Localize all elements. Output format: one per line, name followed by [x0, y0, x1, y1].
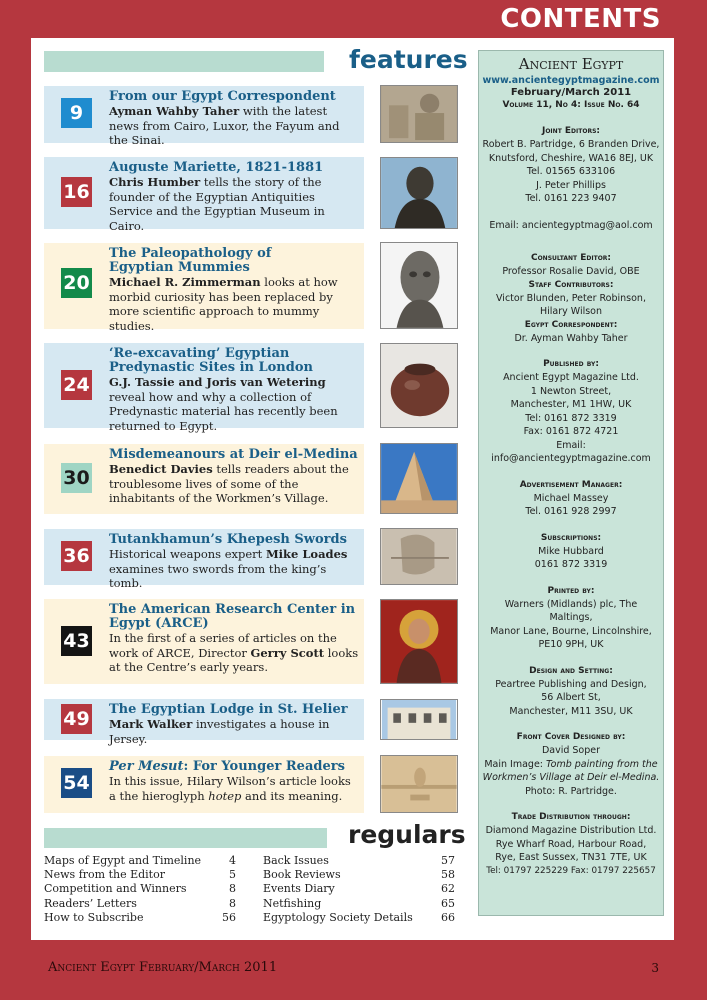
page-number-badge: 43: [61, 626, 92, 656]
feature-title: The Egyptian Lodge in St. Helier: [109, 702, 348, 717]
sidebar-line: Manor Lane, Bourne, Lincolnshire,: [490, 625, 652, 637]
sidebar-line: Tel. 0161 928 2997: [525, 506, 617, 517]
printed-heading: Printed by:: [547, 585, 595, 596]
sidebar-line: Tel: 01797 225229 Fax: 01797 225657: [486, 865, 656, 876]
footer-page-number: 3: [651, 961, 659, 975]
trade-heading: Trade Distribution through:: [511, 812, 631, 822]
sidebar-line: Rye, East Sussex, TN31 7TE, UK: [495, 852, 647, 863]
page-number-badge: 36: [61, 541, 92, 571]
sidebar-line: 0161 872 3319: [534, 559, 608, 570]
regular-item[interactable]: Back Issues 57: [263, 854, 455, 867]
feature-title: The American Research Center in Egypt (ARCE): [109, 602, 356, 631]
feature-description: Chris Humber tells the story of the founder of the Egyptian Antiquities Service and the Egyptian Museum in Cairo.: [109, 175, 325, 233]
correspondent-heading: Egypt Correspondent:: [524, 319, 618, 330]
feature-item-54[interactable]: [44, 756, 364, 813]
sidebar-line: Maltings,: [549, 612, 593, 623]
feature-description: In the first of a series of articles on the work of ARCE, Director Gerry Scott looks at the Centre’s early years.: [109, 631, 359, 674]
regulars-bar: [44, 828, 327, 848]
page-number-badge: 20: [61, 268, 92, 298]
sidebar-line: Michael Massey: [533, 492, 609, 504]
feature-item-30[interactable]: [44, 444, 364, 514]
sidebar-line: Manchester, M11 3SU, UK: [509, 705, 633, 717]
feature-title: Per Mesut: For Younger Readers: [109, 759, 345, 774]
pot-icon: [380, 343, 458, 428]
sidebar-line: Manchester, M1 1HW, UK: [510, 399, 632, 410]
sidebar-line: Photo: R. Partridge.: [525, 785, 617, 797]
sidebar-line: 1 Newton Street,: [530, 385, 612, 397]
staff-heading: Staff Contributors:: [528, 279, 614, 290]
cover-main-image: Main Image: Tomb painting from the Workmen’s Village at Deir el-Medina.: [482, 758, 660, 783]
sidebar-line: Tel: 0161 872 3319: [525, 412, 617, 424]
sidebar-line: Professor Rosalie David, OBE: [502, 266, 640, 277]
magazine-name: Ancient Egypt: [518, 55, 624, 73]
sidebar-line: David Soper: [541, 745, 601, 756]
regular-item[interactable]: Book Reviews 58: [263, 868, 455, 882]
consultant-heading: Consultant Editor:: [530, 253, 612, 263]
feature-description: Historical weapons expert Mike Loades examines two swords from the king’s tomb.: [109, 547, 348, 590]
issue-number: Volume 11, No 4: Issue No. 64: [502, 100, 640, 110]
masthead-sidebar: [478, 50, 664, 916]
feature-title: Auguste Mariette, 1821-1881: [109, 160, 324, 175]
editor-email[interactable]: Email: ancientegyptmag@aol.com: [489, 219, 653, 231]
publisher-email[interactable]: info@ancientegyptmagazine.com: [491, 453, 651, 464]
regulars-list-right: [263, 854, 455, 925]
page-number-badge: 24: [61, 370, 92, 400]
feature-item-24[interactable]: [44, 343, 364, 433]
features-heading: features: [349, 45, 468, 74]
icon-painting-icon: [380, 599, 458, 684]
page-number-badge: 49: [61, 704, 92, 734]
footer-masthead: Ancient Egypt February/March 2011: [48, 960, 278, 975]
feature-title: From our Egypt Correspondent: [109, 89, 336, 104]
sidebar-line: J. Peter Phillips: [536, 179, 606, 191]
feature-item-36[interactable]: [44, 529, 364, 590]
joint-editors-heading: Joint Editors:: [541, 126, 601, 136]
published-heading: Published by:: [543, 359, 599, 369]
feature-item-20[interactable]: [44, 243, 364, 333]
design-heading: Design and Setting:: [529, 665, 613, 676]
sidebar-line: Hilary Wilson: [539, 306, 603, 317]
website-link[interactable]: www.ancientegyptmagazine.com: [482, 75, 660, 86]
sidebar-line: Knutsford, Cheshire, WA16 8EJ, UK: [488, 152, 654, 164]
feature-item-43[interactable]: [44, 599, 364, 684]
building-icon: [380, 699, 458, 740]
feature-title: The Paleopathology of Egyptian Mummies: [109, 246, 272, 275]
sidebar-line: Tel. 0161 223 9407: [525, 193, 617, 204]
feature-description: Benedict Davies tells readers about the troublesome lives of some of the inhabitants of the Workmen’s Village.: [109, 462, 349, 505]
issue-date: February/March 2011: [510, 87, 632, 98]
feature-title: Tutankhamun’s Khepesh Swords: [109, 532, 347, 547]
sidebar-line: Mike Hubbard: [538, 545, 604, 557]
mummy-icon: [380, 242, 458, 329]
regular-item[interactable]: Egyptology Society Details 66: [263, 910, 455, 924]
sidebar-line: Diamond Magazine Distribution Ltd.: [485, 825, 657, 836]
sidebar-line: Email:: [556, 439, 586, 451]
regulars-heading: regulars: [348, 820, 466, 849]
sidebar-line: Victor Blunden, Peter Robinson,: [496, 292, 646, 304]
feature-description: Ayman Wahby Taher with the latest news from Cairo, Luxor, the Fayum and the Sinai.: [109, 104, 340, 147]
sidebar-line: 56 Albert St,: [541, 692, 601, 703]
feature-title: Misdemeanours at Deir el-Medina: [109, 447, 358, 462]
sidebar-line: Rye Wharf Road, Harbour Road,: [495, 838, 647, 850]
ad-manager-heading: Advertisement Manager:: [519, 479, 623, 490]
sidebar-line: Fax: 0161 872 4721: [523, 426, 619, 437]
sidebar-line: Tel. 01565 633106: [526, 166, 616, 177]
page-number-badge: 54: [61, 768, 92, 798]
feature-title: ‘Re-excavating’ Egyptian Predynastic Sites in London: [109, 346, 313, 375]
regular-item[interactable]: Competition and Winners 8: [44, 882, 236, 896]
pyramid-icon: [380, 443, 458, 514]
regular-item[interactable]: How to Subscribe 56: [44, 910, 236, 924]
regular-item[interactable]: Maps of Egypt and Timeline 4: [44, 854, 236, 867]
feature-description: G.J. Tassie and Joris van Wetering reveal how and why a collection of Predynastic material has recently been returned to Egypt.: [109, 375, 338, 433]
feature-item-16[interactable]: [44, 157, 364, 233]
statue-icon: [380, 157, 458, 229]
sidebar-line: Peartree Publishing and Design,: [495, 678, 647, 690]
sidebar-line: PE10 9PH, UK: [538, 639, 604, 650]
feature-description: Michael R. Zimmerman looks at how morbid curiosity has been replaced by more scientific approach to mummy studies.: [109, 275, 338, 333]
features-bar: [44, 51, 324, 72]
regular-item[interactable]: News from the Editor 5: [44, 868, 236, 882]
sidebar-line: Robert B. Partridge, 6 Branden Drive,: [482, 139, 660, 150]
contents-heading: CONTENTS: [500, 4, 661, 34]
regular-item[interactable]: Readers’ Letters 8: [44, 896, 236, 910]
regular-item[interactable]: Events Diary 62: [263, 882, 455, 896]
sidebar-line: Ancient Egypt Magazine Ltd.: [503, 372, 639, 383]
hieroglyph-icon: [380, 755, 458, 813]
page-number-badge: 9: [61, 98, 92, 128]
cover-heading: Front Cover Designed by:: [516, 732, 626, 742]
sidebar-line: Dr. Ayman Wahby Taher: [514, 332, 628, 344]
subscriptions-heading: Subscriptions:: [540, 532, 602, 543]
page-number-badge: 30: [61, 463, 92, 493]
pharaoh-relief-icon: [380, 528, 458, 585]
relief-icon: [380, 85, 458, 143]
feature-description: Mark Walker investigates a house in Jersey.: [109, 717, 330, 746]
feature-item-9[interactable]: [44, 86, 364, 147]
regular-item[interactable]: Netfishing 65: [263, 896, 455, 910]
feature-item-49[interactable]: [44, 699, 364, 746]
page-number-badge: 16: [61, 177, 92, 207]
sidebar-line: Warners (Midlands) plc, The: [504, 598, 638, 610]
feature-description: In this issue, Hilary Wilson’s article looks a the hieroglyph hotep and its meaning.: [109, 774, 351, 803]
regulars-list-left: [44, 854, 236, 925]
